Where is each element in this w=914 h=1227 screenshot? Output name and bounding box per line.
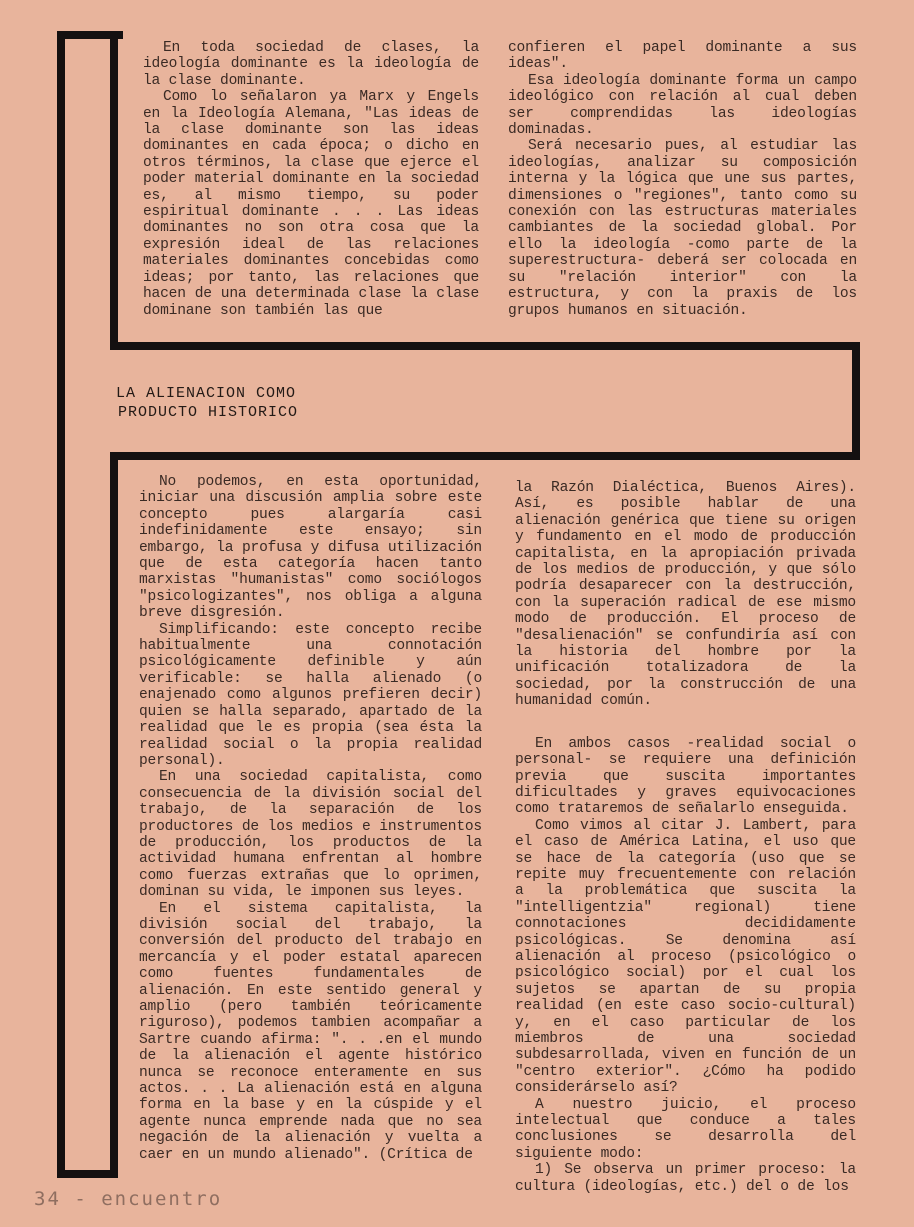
paragraph: 1) Se observa un primer proceso: la cultura (ideologías, etc.) del o de los — [515, 1162, 856, 1195]
bottom-left-column — [139, 474, 482, 1163]
top-right-column — [508, 40, 857, 319]
paragraph: la Razón Dialéctica, Buenos Aires). Así, es posible hablar de una alienación genérica que tiene su origen y fundamento en el modo de producción capitalista, en la apropiación privada de los medios de producción, y que sólo podría desaparecer con la destrucción, con la superación radical de ese mismo modo de producción. El proceso de "desalienación" se confundiría así con la historia del hombre por la unificación totalizadora de la sociedad, por la construcción de una humanidad común. — [515, 480, 856, 710]
section-title-line: LA ALIENACION COMO — [116, 385, 297, 402]
paragraph: En el sistema capitalista, la división social del trabajo, la conversión del producto del trabajo en mercancía y el poder estatal aparecen como fuentes fundamentales de alienación. En este sentido general y amplio (pero también teóricamente riguroso), podemos tambien acompañar a Sartre cuando afirma: ". . .en el mundo de la alienación el agente histórico nunca se reconoce enteramente en sus actos. . . La alienación está en alguna forma en la base y en la cúspide y el agente nunca emprende nada que no sea negación de la alienación y vuelta a caer en un mundo alienado". (Crítica de — [139, 900, 482, 1163]
paragraph: No podemos, en esta oportunidad, iniciar una discusión amplia sobre este concepto pues alargaría casi indefinidamente este ensayo; sin embargo, la profusa y difusa utilización que de esta categoría hacen tanto marxistas "humanistas" como sociólogos "psicologizantes", nos obliga a alguna breve disgresión. — [139, 474, 482, 622]
paragraph: confieren el papel dominante a sus ideas". — [508, 40, 857, 73]
frame-right-bar — [852, 342, 860, 460]
frame-left-bar — [57, 31, 65, 1178]
frame-upper-horizontal-bar — [110, 342, 860, 350]
paragraph: En una sociedad capitalista, como consecuencia de la división social del trabajo, de la separación de los productores de los medios e instrumentos de producción, los productos de la actividad humana enfrentan al hombre como fuerzas extrañas que lo oprimen, dominan su vida, le imponen sus leyes. — [139, 769, 482, 901]
paragraph: Esa ideología dominante forma un campo ideológico con relación al cual deben ser comprendidas las ideologías dominadas. — [508, 72, 857, 139]
paragraph: A nuestro juicio, el proceso intelectual que conduce a tales conclusiones se desarrolla del siguiente modo: — [515, 1096, 856, 1162]
section-title-line: PRODUCTO HISTORICO — [118, 404, 299, 421]
frame-upper-inner-bar — [110, 31, 118, 349]
paragraph: En toda sociedad de clases, la ideología dominante es la ideología de la clase dominante. — [143, 40, 479, 89]
page-footer: 34 - encuentro — [34, 1188, 223, 1210]
bottom-right-column — [515, 480, 856, 1195]
paragraph: Como lo señalaron ya Marx y Engels en la Ideología Alemana, "Las ideas de la clase dominante son las ideas dominantes en cada época; o dicho en otros términos, la clase que ejerce el poder material dominante en la sociedad es, al mismo tiempo, su poder espiritual dominante . . . Las ideas dominantes no son otra cosa que la expresión ideal de las relaciones materiales dominantes concebidas como ideas; por tanto, las relaciones que hacen de una determinada clase la clase dominane son también las que — [143, 89, 479, 319]
paragraph: Como vimos al citar J. Lambert, para el caso de América Latina, el uso que se hace de la categoría (uso que se repite muy frecuentemente con relación a la problemática que suscita la "intelligentzia" regional) tiene connotaciones decididamente psicológicas. Se denomina así alienación al proceso (psicológico o psicológico social) por el cual los sujetos se apartan de su propia realidad (en este caso socio-cultural) y, en el caso particular de los miembros de una sociedad subdesarrollada, viven en función de un "centro exterior". ¿Cómo ha podido considerárselo así? — [515, 817, 856, 1097]
frame-bottom-bar — [57, 1170, 118, 1178]
paragraph: Será necesario pues, al estudiar las ideologías, analizar su composición interna y la lógica que une sus partes, dimensiones o "regiones", tanto como su conexión con las estructuras materiales cambiantes de la sociedad global. Por ello la ideología -como parte de la superestructura- deberá ser colocada en su "relación interior" con la estructura, y con la praxis de los grupos humanos en situación. — [508, 138, 857, 319]
frame-lower-horizontal-bar — [110, 452, 860, 460]
frame-lower-inner-bar — [110, 452, 118, 1178]
paragraph: Simplificando: este concepto recibe habitualmente una connotación psicológicamente definible y aún verificable: se halla alienado (o enajenado como algunos prefieren decir) quien se halla separado, apartado de la realidad que le es propia (sea ésta la realidad social o la propia realidad personal). — [139, 621, 482, 769]
paragraph: En ambos casos -realidad social o personal- se requiere una definición previa que suscita importantes dificultades y graves equivocaciones como trataremos de señalarlo enseguida. — [515, 735, 856, 818]
top-left-column — [143, 40, 479, 319]
section-title — [116, 384, 298, 422]
